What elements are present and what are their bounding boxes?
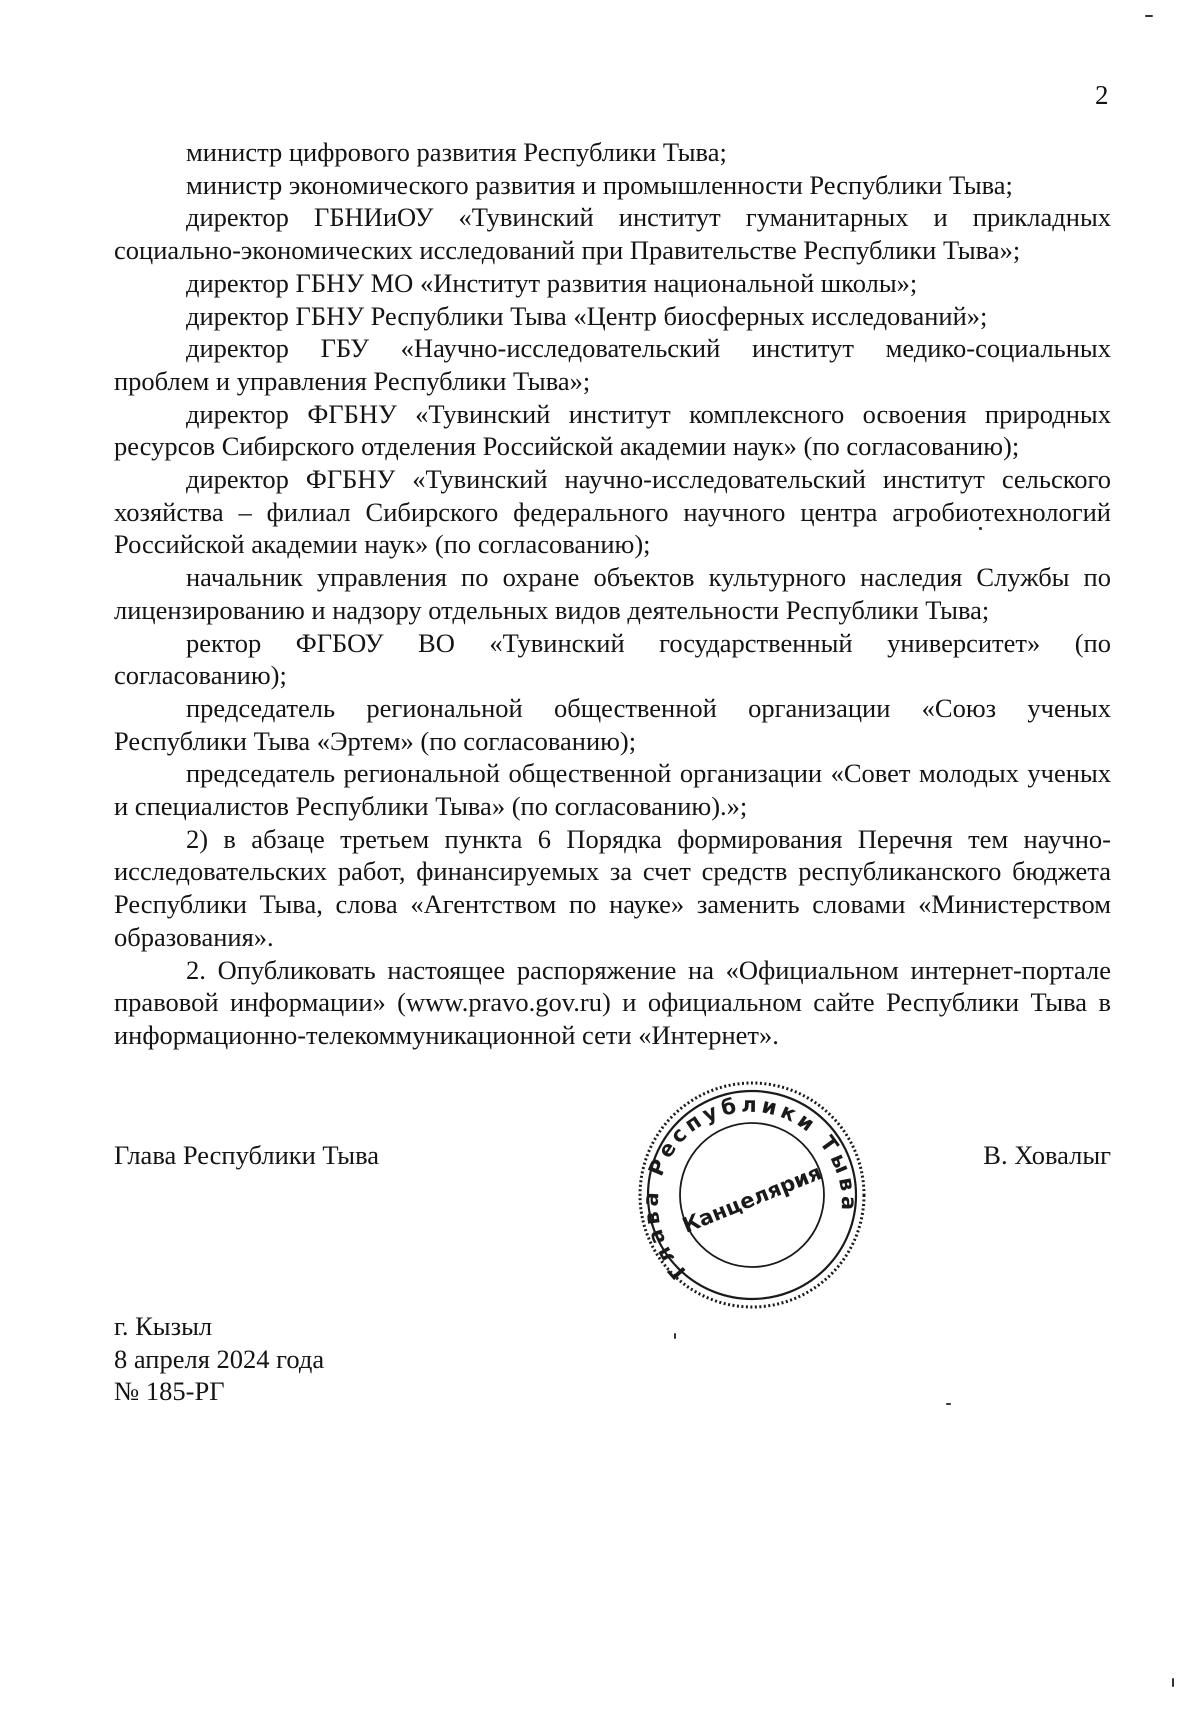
- list-item-young-scientists-council: председатель региональной общественной организации «Совет молодых ученых и специалистов Республики Тыва» (по согласованию).»;: [114, 758, 1111, 822]
- scan-speck: [946, 1403, 951, 1405]
- list-item-economy-minister: министр экономического развития и промышленности Республики Тыва;: [186, 169, 1013, 200]
- scan-speck: [979, 527, 982, 530]
- list-item-humanities-institute: директор ГБНИиОУ «Тувинский институт гуманитарных и прикладных социально-экономических исследований при Правительстве Республики Тыва»;: [114, 202, 1111, 266]
- amendment-paragraph: 2) в абзаце третьем пункта 6 Порядка формирования Перечня тем научно-исследовательских работ, финансируемых за счет средств республиканского бюджета Республики Тыва, слова «Агентством по науке» заменить словами «Министерством образования».: [114, 823, 1111, 952]
- seal-ring-text: Глава Республики Тыва: [638, 1092, 862, 1284]
- scan-speck: [1145, 15, 1153, 17]
- seal-center-text: Канцелярия: [679, 1160, 825, 1238]
- document-footer: [114, 1310, 324, 1408]
- list-item-medical-social-institute: директор ГБУ «Научно-исследовательский институт медико-социальных проблем и управления Республики Тыва»;: [114, 333, 1111, 396]
- list-item-university-rector: ректор ФГБОУ ВО «Тувинский государственный университет» (по согласованию);: [114, 627, 1111, 691]
- signer-title: Глава Республики Тыва: [114, 1140, 380, 1170]
- list-item-digital-minister: министр цифрового развития Республики Тыва;: [186, 137, 727, 167]
- page-number: 2: [1095, 80, 1109, 110]
- list-item-agriculture-institute: директор ФГБНУ «Тувинский научно-исследовательский институт сельского хозяйства – филиал Сибирского федерального научного центра агробиотехнологий Российской академии наук» (по согласованию);: [114, 464, 1111, 560]
- scan-speck: [1172, 1678, 1174, 1687]
- publication-paragraph: 2. Опубликовать настоящее распоряжение на «Официальном интернет-портале правовой информации» (www.pravo.gov.ru) и официальном сайте Республики Тыва в информационно-телекоммуникационной сети «Интернет».: [114, 954, 1111, 1050]
- document-number: № 185-РГ: [114, 1376, 225, 1406]
- list-item-natural-resources-institute: директор ФГБНУ «Тувинский институт комплексного освоения природных ресурсов Сибирского отделения Российской академии наук» (по согласованию);: [114, 398, 1111, 462]
- scan-speck: [674, 1333, 676, 1339]
- document-body: [114, 136, 1111, 1052]
- list-item-cultural-heritage: начальник управления по охране объектов культурного наследия Службы по лицензированию и надзору отдельных видов деятельности Республики Тыва;: [114, 562, 1111, 625]
- list-item-scientists-union: председатель региональной общественной организации «Союз ученых Республики Тыва «Эртем» (по согласованию);: [114, 692, 1111, 756]
- signer-name: В. Ховалыг: [983, 1140, 1111, 1170]
- date-label: 8 апреля 2024 года: [114, 1343, 325, 1374]
- signature-block: [114, 1140, 1111, 1180]
- seal-stamp: [632, 1075, 872, 1315]
- list-item-biosphere-center: директор ГБНУ Республики Тыва «Центр биосферных исследований»;: [186, 300, 988, 331]
- list-item-national-school-institute: директор ГБНУ МО «Институт развития национальной школы»;: [186, 267, 918, 298]
- city-label: г. Кызыл: [114, 1311, 213, 1341]
